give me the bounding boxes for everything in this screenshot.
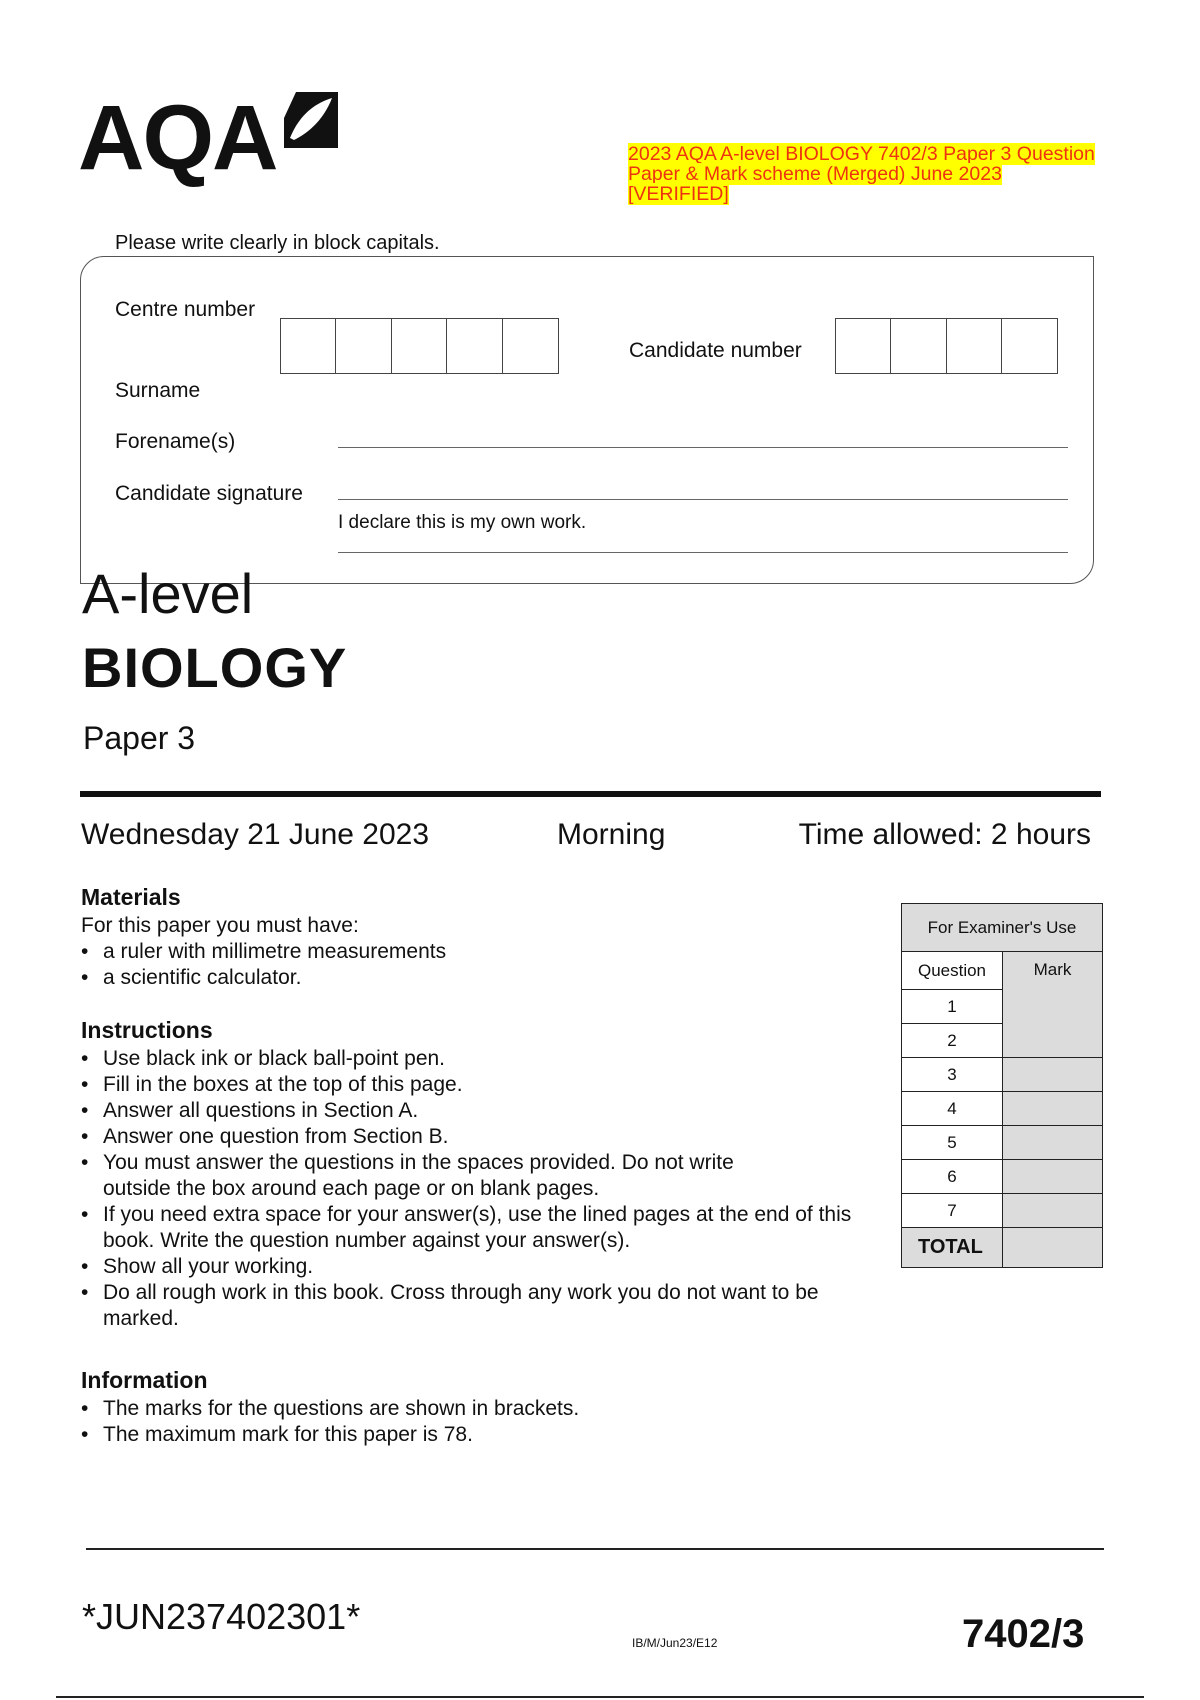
candidate-digit-box[interactable]: [946, 318, 1003, 374]
list-item: • Show all your working.: [81, 1254, 861, 1280]
centre-digit-box[interactable]: [446, 318, 503, 374]
reference-code: IB/M/Jun23/E12: [632, 1636, 718, 1650]
paper-number: Paper 3: [83, 720, 196, 756]
centre-digit-box[interactable]: [280, 318, 337, 374]
aqa-logo-text: AQA: [78, 87, 277, 189]
examiner-use-table: [901, 903, 1103, 1268]
list-item: • a ruler with millimetre measurements: [81, 939, 881, 965]
list-item: • The marks for the questions are shown in brackets.: [81, 1396, 861, 1422]
candidate-number-boxes[interactable]: [836, 318, 1058, 374]
list-item: • Answer all questions in Section A.: [81, 1098, 861, 1124]
candidate-digit-box[interactable]: [1001, 318, 1058, 374]
mark-cell[interactable]: [1003, 1126, 1103, 1160]
list-item: • a scientific calculator.: [81, 965, 881, 991]
qualification-level: A-level: [82, 562, 254, 625]
list-item: • The maximum mark for this paper is 78.: [81, 1422, 861, 1448]
document-title-highlight: [628, 144, 1098, 204]
block-capitals-instruction: Please write clearly in block capitals.: [115, 232, 440, 254]
materials-heading: Materials: [81, 884, 181, 910]
page-bottom-rule: [56, 1696, 1144, 1698]
question-number-cell: 7: [902, 1194, 1003, 1228]
forenames-label: Forename(s): [115, 430, 236, 453]
question-number-cell: 3: [902, 1058, 1003, 1092]
surname-label: Surname: [115, 379, 201, 402]
list-item: • If you need extra space for your answer(s), use the lined pages at the end of this book. Write the question number against your answer(s).: [81, 1202, 883, 1254]
question-number-cell: 1: [902, 990, 1003, 1024]
signature-line[interactable]: [338, 499, 1068, 500]
materials-intro: For this paper you must have:: [81, 914, 359, 937]
barcode-text: *JUN237402301*: [82, 1596, 361, 1637]
title-divider: [80, 791, 1101, 797]
signature-label: Candidate signature: [115, 482, 303, 505]
mark-cell[interactable]: [1003, 1160, 1103, 1194]
aqa-logo-icon: [282, 88, 340, 155]
mark-cell[interactable]: [1003, 1194, 1103, 1228]
information-heading: Information: [81, 1367, 208, 1393]
paper-code: 7402/3: [962, 1612, 1085, 1656]
instructions-heading: Instructions: [81, 1017, 213, 1043]
candidate-number-label: Candidate number: [629, 339, 802, 362]
exam-session: Morning: [557, 818, 666, 851]
materials-section: [81, 884, 881, 991]
centre-digit-box[interactable]: [502, 318, 559, 374]
instructions-section: [81, 1017, 861, 1332]
question-number-cell: 6: [902, 1160, 1003, 1194]
subject-title: BIOLOGY: [82, 636, 348, 699]
question-number-cell: 2: [902, 1024, 1003, 1058]
list-item: • You must answer the questions in the spaces provided. Do not write outside the box around each page or on blank pages.: [81, 1150, 803, 1202]
mark-cell[interactable]: [1003, 1058, 1103, 1092]
question-column-header: Question: [902, 952, 1003, 990]
declaration-text: I declare this is my own work.: [338, 512, 587, 533]
information-section: [81, 1367, 861, 1448]
highlight-title-text: 2023 AQA A-level BIOLOGY 7402/3 Paper 3 Question Paper & Mark scheme (Merged) June 2023 [VERIFIED]: [628, 143, 1095, 205]
exam-date: Wednesday 21 June 2023: [81, 818, 430, 851]
candidate-digit-box[interactable]: [890, 318, 947, 374]
mark-cell[interactable]: [1003, 1092, 1103, 1126]
examiner-table-title: For Examiner's Use: [902, 904, 1103, 952]
centre-number-label: Centre number: [115, 298, 256, 321]
total-label: TOTAL: [902, 1228, 1003, 1268]
list-item: • Do all rough work in this book. Cross through any work you do not want to be marked.: [81, 1280, 833, 1332]
list-item: • Fill in the boxes at the top of this page.: [81, 1072, 861, 1098]
centre-digit-box[interactable]: [335, 318, 392, 374]
time-allowed: Time allowed: 2 hours: [798, 818, 1091, 851]
mark-column-header: Mark: [1003, 952, 1103, 1058]
question-number-cell: 4: [902, 1092, 1003, 1126]
centre-digit-box[interactable]: [391, 318, 448, 374]
total-mark-cell[interactable]: [1003, 1228, 1103, 1268]
footer-divider: [86, 1548, 1104, 1550]
centre-number-boxes[interactable]: [281, 318, 559, 374]
forenames-line[interactable]: [338, 447, 1068, 448]
declaration-line: [338, 552, 1068, 553]
question-number-cell: 5: [902, 1126, 1003, 1160]
list-item: • Answer one question from Section B.: [81, 1124, 861, 1150]
candidate-digit-box[interactable]: [835, 318, 892, 374]
list-item: • Use black ink or black ball-point pen.: [81, 1046, 861, 1072]
